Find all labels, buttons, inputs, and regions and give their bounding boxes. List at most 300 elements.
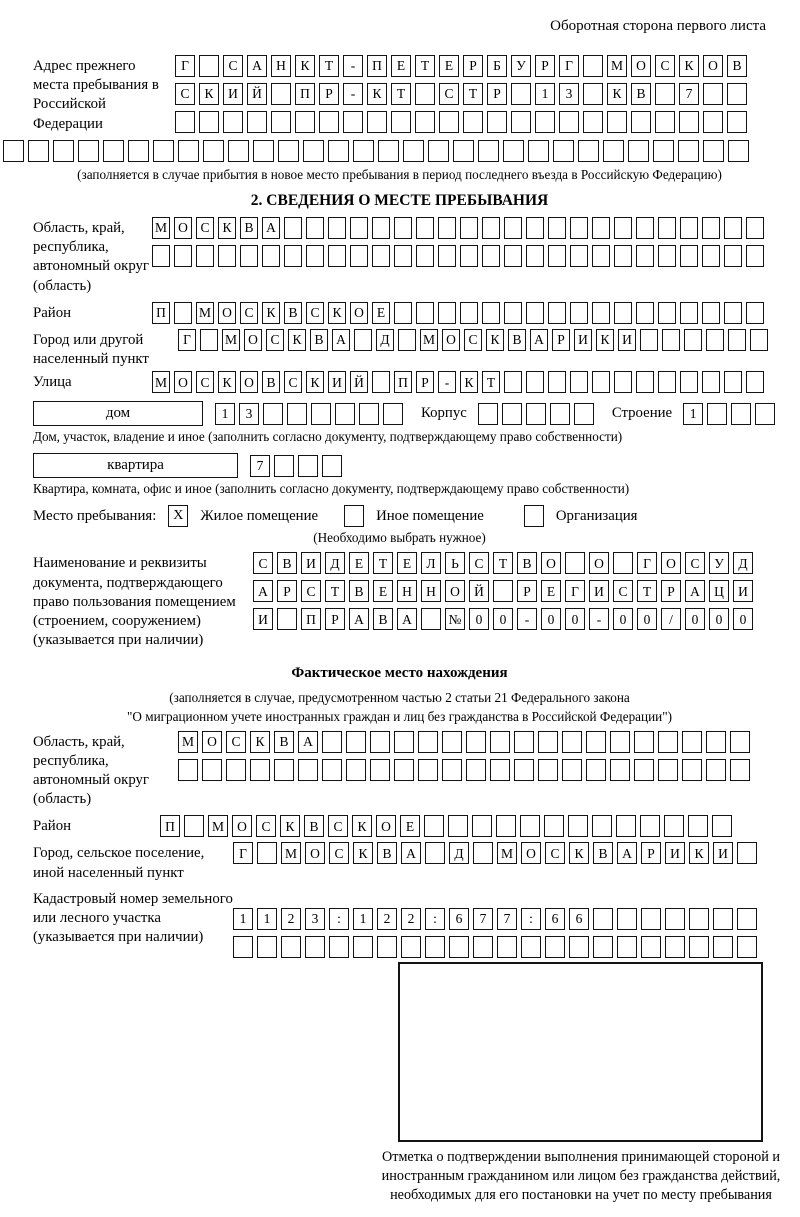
char-box[interactable] <box>730 759 750 781</box>
char-box[interactable]: В <box>377 842 397 864</box>
char-box[interactable] <box>250 759 270 781</box>
char-box[interactable]: Т <box>319 55 339 77</box>
char-box[interactable]: А <box>253 580 273 602</box>
char-box[interactable]: М <box>196 302 214 324</box>
char-box[interactable]: : <box>329 908 349 930</box>
char-box[interactable] <box>466 759 486 781</box>
char-box[interactable] <box>737 908 757 930</box>
char-box[interactable]: В <box>508 329 526 351</box>
char-box[interactable] <box>416 245 434 267</box>
char-box[interactable]: С <box>196 371 214 393</box>
char-box[interactable] <box>306 217 324 239</box>
char-box[interactable] <box>712 815 732 837</box>
char-box[interactable] <box>394 302 412 324</box>
char-box[interactable] <box>262 245 280 267</box>
char-box[interactable] <box>233 936 253 958</box>
char-box[interactable]: Р <box>319 83 339 105</box>
char-box[interactable]: : <box>521 908 541 930</box>
char-box[interactable] <box>350 245 368 267</box>
char-box[interactable]: С <box>306 302 324 324</box>
char-box[interactable] <box>478 403 498 425</box>
organization-checkbox[interactable] <box>524 505 544 527</box>
char-box[interactable] <box>394 731 414 753</box>
char-box[interactable]: 1 <box>233 908 253 930</box>
char-box[interactable] <box>636 371 654 393</box>
char-box[interactable]: Н <box>421 580 441 602</box>
char-box[interactable]: М <box>222 329 240 351</box>
char-box[interactable]: Е <box>400 815 420 837</box>
char-box[interactable]: С <box>284 371 302 393</box>
char-box[interactable] <box>305 936 325 958</box>
char-box[interactable]: 6 <box>569 908 589 930</box>
char-box[interactable]: А <box>397 608 417 630</box>
char-box[interactable]: Е <box>372 302 390 324</box>
char-box[interactable]: О <box>631 55 651 77</box>
char-box[interactable]: Г <box>565 580 585 602</box>
char-box[interactable] <box>750 329 768 351</box>
char-box[interactable] <box>559 111 579 133</box>
char-box[interactable] <box>526 403 546 425</box>
char-box[interactable] <box>521 936 541 958</box>
char-box[interactable]: 2 <box>281 908 301 930</box>
char-box[interactable] <box>473 842 493 864</box>
char-box[interactable]: Р <box>463 55 483 77</box>
char-box[interactable] <box>562 731 582 753</box>
char-box[interactable] <box>680 302 698 324</box>
char-box[interactable] <box>306 245 324 267</box>
char-box[interactable] <box>616 815 636 837</box>
char-box[interactable]: К <box>607 83 627 105</box>
char-box[interactable]: 3 <box>559 83 579 105</box>
char-box[interactable] <box>569 936 589 958</box>
char-box[interactable] <box>665 908 685 930</box>
char-box[interactable] <box>354 329 372 351</box>
char-box[interactable] <box>203 140 224 162</box>
char-box[interactable] <box>416 302 434 324</box>
char-box[interactable]: 1 <box>353 908 373 930</box>
char-box[interactable]: - <box>517 608 537 630</box>
char-box[interactable] <box>460 302 478 324</box>
char-box[interactable] <box>274 455 294 477</box>
char-box[interactable]: П <box>295 83 315 105</box>
char-box[interactable]: О <box>445 580 465 602</box>
char-box[interactable]: М <box>497 842 517 864</box>
char-box[interactable]: С <box>223 55 243 77</box>
char-box[interactable] <box>503 140 524 162</box>
char-box[interactable] <box>565 552 585 574</box>
char-box[interactable]: О <box>244 329 262 351</box>
char-box[interactable]: И <box>733 580 753 602</box>
char-box[interactable]: Е <box>397 552 417 574</box>
char-box[interactable]: Й <box>350 371 368 393</box>
char-box[interactable]: С <box>301 580 321 602</box>
char-box[interactable]: О <box>589 552 609 574</box>
char-box[interactable]: И <box>589 580 609 602</box>
char-box[interactable] <box>425 936 445 958</box>
char-box[interactable] <box>653 140 674 162</box>
char-box[interactable]: П <box>152 302 170 324</box>
char-box[interactable] <box>415 83 435 105</box>
char-box[interactable]: О <box>232 815 252 837</box>
char-box[interactable]: 7 <box>473 908 493 930</box>
char-box[interactable] <box>614 217 632 239</box>
char-box[interactable]: С <box>266 329 284 351</box>
char-box[interactable]: О <box>174 371 192 393</box>
char-box[interactable] <box>703 83 723 105</box>
char-box[interactable] <box>682 759 702 781</box>
char-box[interactable]: Л <box>421 552 441 574</box>
char-box[interactable]: О <box>521 842 541 864</box>
char-box[interactable] <box>614 371 632 393</box>
char-box[interactable]: С <box>328 815 348 837</box>
char-box[interactable]: К <box>328 302 346 324</box>
char-box[interactable]: В <box>310 329 328 351</box>
char-box[interactable]: В <box>240 217 258 239</box>
char-box[interactable] <box>303 140 324 162</box>
char-box[interactable] <box>592 815 612 837</box>
char-box[interactable] <box>359 403 379 425</box>
char-box[interactable] <box>278 140 299 162</box>
char-box[interactable] <box>679 111 699 133</box>
char-box[interactable] <box>240 245 258 267</box>
char-box[interactable]: 1 <box>535 83 555 105</box>
char-box[interactable] <box>636 245 654 267</box>
char-box[interactable] <box>548 302 566 324</box>
char-box[interactable]: 0 <box>709 608 729 630</box>
char-box[interactable] <box>377 936 397 958</box>
char-box[interactable] <box>731 403 751 425</box>
char-box[interactable]: О <box>218 302 236 324</box>
char-box[interactable] <box>438 245 456 267</box>
char-box[interactable] <box>416 217 434 239</box>
char-box[interactable]: Ц <box>709 580 729 602</box>
char-box[interactable] <box>603 140 624 162</box>
char-box[interactable]: О <box>541 552 561 574</box>
char-box[interactable] <box>490 759 510 781</box>
char-box[interactable]: 3 <box>239 403 259 425</box>
char-box[interactable] <box>514 731 534 753</box>
char-box[interactable] <box>680 245 698 267</box>
char-box[interactable]: Т <box>325 580 345 602</box>
char-box[interactable]: М <box>152 371 170 393</box>
char-box[interactable] <box>174 245 192 267</box>
char-box[interactable] <box>689 908 709 930</box>
char-box[interactable] <box>684 329 702 351</box>
char-box[interactable]: Е <box>541 580 561 602</box>
char-box[interactable] <box>578 140 599 162</box>
char-box[interactable]: К <box>569 842 589 864</box>
char-box[interactable]: А <box>685 580 705 602</box>
char-box[interactable] <box>482 302 500 324</box>
char-box[interactable]: Ь <box>445 552 465 574</box>
char-box[interactable]: Р <box>487 83 507 105</box>
char-box[interactable]: : <box>425 908 445 930</box>
char-box[interactable]: К <box>250 731 270 753</box>
char-box[interactable] <box>472 815 492 837</box>
char-box[interactable] <box>415 111 435 133</box>
char-box[interactable]: 7 <box>679 83 699 105</box>
char-box[interactable] <box>350 217 368 239</box>
char-box[interactable] <box>504 217 522 239</box>
char-box[interactable] <box>335 403 355 425</box>
char-box[interactable]: - <box>589 608 609 630</box>
char-box[interactable]: С <box>655 55 675 77</box>
char-box[interactable]: 6 <box>545 908 565 930</box>
char-box[interactable]: Д <box>376 329 394 351</box>
char-box[interactable] <box>550 403 570 425</box>
char-box[interactable] <box>746 302 764 324</box>
char-box[interactable] <box>545 936 565 958</box>
char-box[interactable]: 2 <box>401 908 421 930</box>
char-box[interactable] <box>482 217 500 239</box>
char-box[interactable] <box>478 140 499 162</box>
char-box[interactable] <box>152 245 170 267</box>
char-box[interactable]: К <box>689 842 709 864</box>
char-box[interactable] <box>730 731 750 753</box>
char-box[interactable]: В <box>517 552 537 574</box>
char-box[interactable] <box>592 371 610 393</box>
char-box[interactable]: С <box>613 580 633 602</box>
char-box[interactable] <box>702 217 720 239</box>
char-box[interactable] <box>706 329 724 351</box>
char-box[interactable]: К <box>262 302 280 324</box>
char-box[interactable] <box>728 329 746 351</box>
char-box[interactable] <box>514 759 534 781</box>
char-box[interactable]: С <box>253 552 273 574</box>
char-box[interactable]: 0 <box>733 608 753 630</box>
other-premises-checkbox[interactable] <box>344 505 364 527</box>
char-box[interactable]: К <box>306 371 324 393</box>
char-box[interactable]: Р <box>517 580 537 602</box>
char-box[interactable] <box>662 329 680 351</box>
char-box[interactable]: К <box>295 55 315 77</box>
char-box[interactable] <box>328 245 346 267</box>
char-box[interactable]: Б <box>487 55 507 77</box>
char-box[interactable] <box>641 908 661 930</box>
residential-checkbox[interactable]: X <box>168 505 188 527</box>
char-box[interactable] <box>655 111 675 133</box>
char-box[interactable]: Е <box>391 55 411 77</box>
char-box[interactable] <box>439 111 459 133</box>
char-box[interactable] <box>535 111 555 133</box>
char-box[interactable]: Р <box>641 842 661 864</box>
char-box[interactable] <box>504 245 522 267</box>
char-box[interactable] <box>613 552 633 574</box>
char-box[interactable]: / <box>661 608 681 630</box>
char-box[interactable]: И <box>301 552 321 574</box>
char-box[interactable] <box>680 371 698 393</box>
char-box[interactable] <box>688 815 708 837</box>
char-box[interactable]: Т <box>463 83 483 105</box>
char-box[interactable]: В <box>284 302 302 324</box>
char-box[interactable] <box>281 936 301 958</box>
char-box[interactable] <box>526 245 544 267</box>
char-box[interactable] <box>199 111 219 133</box>
char-box[interactable] <box>682 731 702 753</box>
char-box[interactable] <box>553 140 574 162</box>
char-box[interactable]: И <box>713 842 733 864</box>
char-box[interactable] <box>463 111 483 133</box>
char-box[interactable]: В <box>727 55 747 77</box>
char-box[interactable] <box>570 217 588 239</box>
char-box[interactable]: Т <box>415 55 435 77</box>
char-box[interactable]: 0 <box>493 608 513 630</box>
char-box[interactable]: С <box>469 552 489 574</box>
char-box[interactable] <box>311 403 331 425</box>
char-box[interactable] <box>617 936 637 958</box>
char-box[interactable]: О <box>376 815 396 837</box>
char-box[interactable]: 3 <box>305 908 325 930</box>
char-box[interactable] <box>724 371 742 393</box>
char-box[interactable]: П <box>394 371 412 393</box>
char-box[interactable] <box>438 302 456 324</box>
char-box[interactable] <box>442 731 462 753</box>
char-box[interactable]: А <box>617 842 637 864</box>
char-box[interactable] <box>322 731 342 753</box>
char-box[interactable]: И <box>328 371 346 393</box>
char-box[interactable] <box>655 83 675 105</box>
char-box[interactable] <box>372 245 390 267</box>
char-box[interactable]: В <box>277 552 297 574</box>
char-box[interactable] <box>528 140 549 162</box>
char-box[interactable]: № <box>445 608 465 630</box>
char-box[interactable] <box>570 245 588 267</box>
char-box[interactable] <box>322 455 342 477</box>
char-box[interactable] <box>199 55 219 77</box>
char-box[interactable] <box>607 111 627 133</box>
char-box[interactable]: Г <box>233 842 253 864</box>
char-box[interactable] <box>3 140 24 162</box>
char-box[interactable] <box>372 217 390 239</box>
char-box[interactable] <box>253 140 274 162</box>
char-box[interactable]: С <box>439 83 459 105</box>
char-box[interactable] <box>628 140 649 162</box>
char-box[interactable] <box>460 245 478 267</box>
char-box[interactable]: С <box>685 552 705 574</box>
char-box[interactable]: Н <box>271 55 291 77</box>
char-box[interactable]: 6 <box>449 908 469 930</box>
char-box[interactable] <box>453 140 474 162</box>
char-box[interactable] <box>511 83 531 105</box>
char-box[interactable] <box>592 217 610 239</box>
char-box[interactable] <box>329 936 349 958</box>
char-box[interactable] <box>544 815 564 837</box>
char-box[interactable] <box>728 140 749 162</box>
char-box[interactable]: В <box>262 371 280 393</box>
char-box[interactable] <box>678 140 699 162</box>
char-box[interactable]: С <box>329 842 349 864</box>
char-box[interactable] <box>424 815 444 837</box>
char-box[interactable]: О <box>240 371 258 393</box>
char-box[interactable] <box>592 245 610 267</box>
char-box[interactable]: Д <box>733 552 753 574</box>
char-box[interactable] <box>724 217 742 239</box>
char-box[interactable] <box>328 140 349 162</box>
char-box[interactable] <box>383 403 403 425</box>
char-box[interactable] <box>284 217 302 239</box>
char-box[interactable] <box>562 759 582 781</box>
char-box[interactable]: И <box>223 83 243 105</box>
char-box[interactable] <box>713 936 733 958</box>
char-box[interactable]: Е <box>349 552 369 574</box>
char-box[interactable] <box>658 731 678 753</box>
char-box[interactable]: А <box>332 329 350 351</box>
char-box[interactable]: М <box>152 217 170 239</box>
char-box[interactable]: К <box>353 842 373 864</box>
char-box[interactable]: В <box>593 842 613 864</box>
char-box[interactable]: Т <box>373 552 393 574</box>
char-box[interactable] <box>103 140 124 162</box>
char-box[interactable]: В <box>373 608 393 630</box>
char-box[interactable] <box>391 111 411 133</box>
char-box[interactable]: М <box>607 55 627 77</box>
char-box[interactable]: С <box>256 815 276 837</box>
char-box[interactable] <box>640 329 658 351</box>
char-box[interactable] <box>631 111 651 133</box>
char-box[interactable]: 0 <box>637 608 657 630</box>
char-box[interactable] <box>496 815 516 837</box>
char-box[interactable]: Е <box>439 55 459 77</box>
char-box[interactable] <box>614 245 632 267</box>
char-box[interactable] <box>634 759 654 781</box>
char-box[interactable]: К <box>367 83 387 105</box>
char-box[interactable]: И <box>618 329 636 351</box>
char-box[interactable]: А <box>262 217 280 239</box>
char-box[interactable]: У <box>709 552 729 574</box>
char-box[interactable]: Р <box>535 55 555 77</box>
char-box[interactable] <box>398 329 416 351</box>
char-box[interactable]: 0 <box>469 608 489 630</box>
char-box[interactable]: П <box>301 608 321 630</box>
char-box[interactable] <box>570 371 588 393</box>
char-box[interactable]: И <box>665 842 685 864</box>
char-box[interactable]: В <box>274 731 294 753</box>
char-box[interactable] <box>487 111 507 133</box>
char-box[interactable] <box>703 140 724 162</box>
char-box[interactable]: К <box>596 329 614 351</box>
char-box[interactable] <box>706 731 726 753</box>
char-box[interactable] <box>737 842 757 864</box>
char-box[interactable]: 0 <box>541 608 561 630</box>
char-box[interactable] <box>153 140 174 162</box>
char-box[interactable]: 1 <box>215 403 235 425</box>
char-box[interactable] <box>178 759 198 781</box>
char-box[interactable] <box>287 403 307 425</box>
char-box[interactable] <box>502 403 522 425</box>
char-box[interactable] <box>418 759 438 781</box>
char-box[interactable] <box>343 111 363 133</box>
char-box[interactable] <box>658 371 676 393</box>
char-box[interactable] <box>353 140 374 162</box>
char-box[interactable] <box>353 936 373 958</box>
char-box[interactable] <box>568 815 588 837</box>
char-box[interactable] <box>586 759 606 781</box>
char-box[interactable] <box>583 55 603 77</box>
char-box[interactable] <box>493 580 513 602</box>
char-box[interactable]: Р <box>277 580 297 602</box>
char-box[interactable] <box>713 908 733 930</box>
char-box[interactable] <box>746 245 764 267</box>
char-box[interactable]: Р <box>416 371 434 393</box>
char-box[interactable] <box>658 302 676 324</box>
char-box[interactable]: К <box>352 815 372 837</box>
char-box[interactable]: С <box>226 731 246 753</box>
char-box[interactable] <box>658 245 676 267</box>
char-box[interactable] <box>570 302 588 324</box>
char-box[interactable] <box>592 302 610 324</box>
char-box[interactable] <box>707 403 727 425</box>
char-box[interactable]: А <box>247 55 267 77</box>
